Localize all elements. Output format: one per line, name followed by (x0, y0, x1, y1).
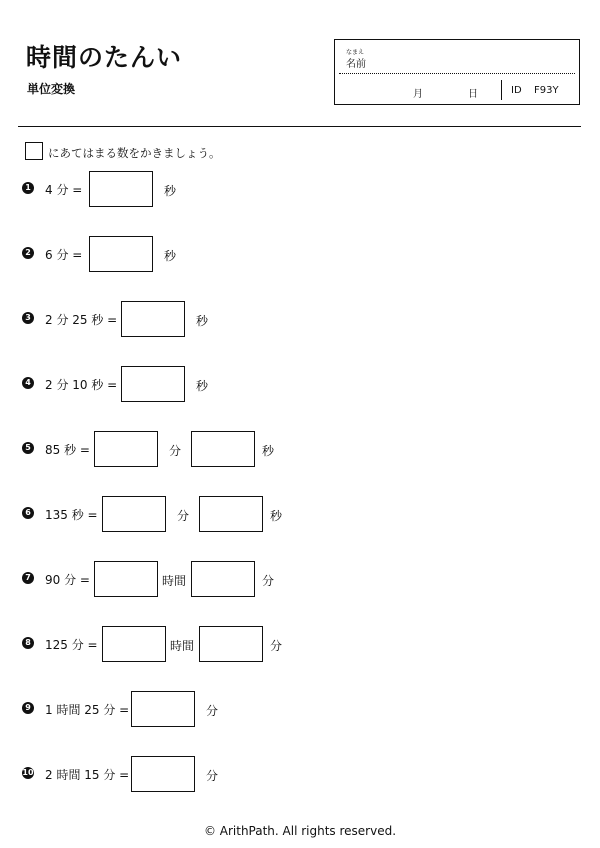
answer-unit: 秒 (196, 314, 209, 328)
answer-box[interactable] (94, 431, 158, 467)
answer-box[interactable] (121, 366, 185, 402)
instruction-box-icon (25, 142, 43, 160)
answer-unit: 分 (262, 574, 275, 588)
problem-row (22, 431, 292, 467)
problem-row (22, 301, 226, 337)
problem-number-badge: 7 (22, 572, 34, 584)
problem-row (22, 171, 194, 207)
problem-expression: 85 秒 = (45, 443, 90, 457)
month-label: 月 (413, 89, 423, 100)
name-furigana: なまえ (346, 49, 365, 56)
problem-number-badge: 1 (22, 182, 34, 194)
answer-unit: 分 (206, 704, 219, 718)
problem-expression: 6 分 = (45, 248, 83, 262)
answer-box[interactable] (121, 301, 185, 337)
problem-row (22, 626, 300, 662)
answer-unit: 秒 (196, 379, 209, 393)
answer-unit: 秒 (164, 249, 177, 263)
answer-unit: 分 (270, 639, 283, 653)
answer-unit: 分 (169, 444, 182, 458)
header-divider (18, 126, 581, 127)
answer-box[interactable] (94, 561, 158, 597)
worksheet-subtitle: 単位変換 (27, 82, 76, 96)
problem-number-badge: 9 (22, 702, 34, 714)
id-separator (501, 80, 502, 100)
answer-box[interactable] (191, 431, 255, 467)
answer-box[interactable] (199, 496, 263, 532)
problem-number-badge: 2 (22, 247, 34, 259)
instruction-text: にあてはまる数をかきましょう。 (48, 146, 221, 160)
answer-unit: 分 (177, 509, 190, 523)
problem-expression: 2 分 25 秒 = (45, 313, 118, 327)
answer-unit: 時間 (162, 574, 187, 588)
problem-expression: 2 分 10 秒 = (45, 378, 118, 392)
answer-box[interactable] (89, 236, 153, 272)
answer-unit: 分 (206, 769, 219, 783)
answer-box[interactable] (89, 171, 153, 207)
worksheet-title: 時間のたんい (26, 43, 183, 72)
answer-unit: 時間 (170, 639, 195, 653)
answer-unit: 秒 (262, 444, 275, 458)
problem-row (22, 496, 300, 532)
problem-expression: 1 時間 25 分 = (45, 703, 130, 717)
problem-row (22, 561, 292, 597)
problem-expression: 4 分 = (45, 183, 83, 197)
name-box (334, 39, 580, 105)
problem-number-badge: 8 (22, 637, 34, 649)
problem-row (22, 236, 194, 272)
problem-row (22, 756, 236, 792)
day-label: 日 (468, 89, 478, 100)
id-value: F93Y (534, 85, 559, 96)
answer-box[interactable] (131, 756, 195, 792)
answer-box[interactable] (102, 626, 166, 662)
problem-row (22, 691, 236, 727)
problem-number-badge: 6 (22, 507, 34, 519)
answer-box[interactable] (131, 691, 195, 727)
copyright: © ArithPath. All rights reserved. (203, 824, 397, 838)
problem-row (22, 366, 226, 402)
id-label: ID (511, 85, 522, 96)
problem-expression: 90 分 = (45, 573, 90, 587)
answer-box[interactable] (102, 496, 166, 532)
problem-number-badge: 4 (22, 377, 34, 389)
name-dotted-divider (339, 73, 575, 74)
problem-number-badge: 3 (22, 312, 34, 324)
answer-unit: 秒 (270, 509, 283, 523)
problem-number-badge: 5 (22, 442, 34, 454)
problem-expression: 125 分 = (45, 638, 98, 652)
answer-unit: 秒 (164, 184, 177, 198)
problem-number-badge: 10 (22, 768, 34, 777)
problem-expression: 2 時間 15 分 = (45, 768, 130, 782)
problem-expression: 135 秒 = (45, 508, 98, 522)
answer-box[interactable] (191, 561, 255, 597)
name-label: 名前 (346, 59, 366, 70)
answer-box[interactable] (199, 626, 263, 662)
